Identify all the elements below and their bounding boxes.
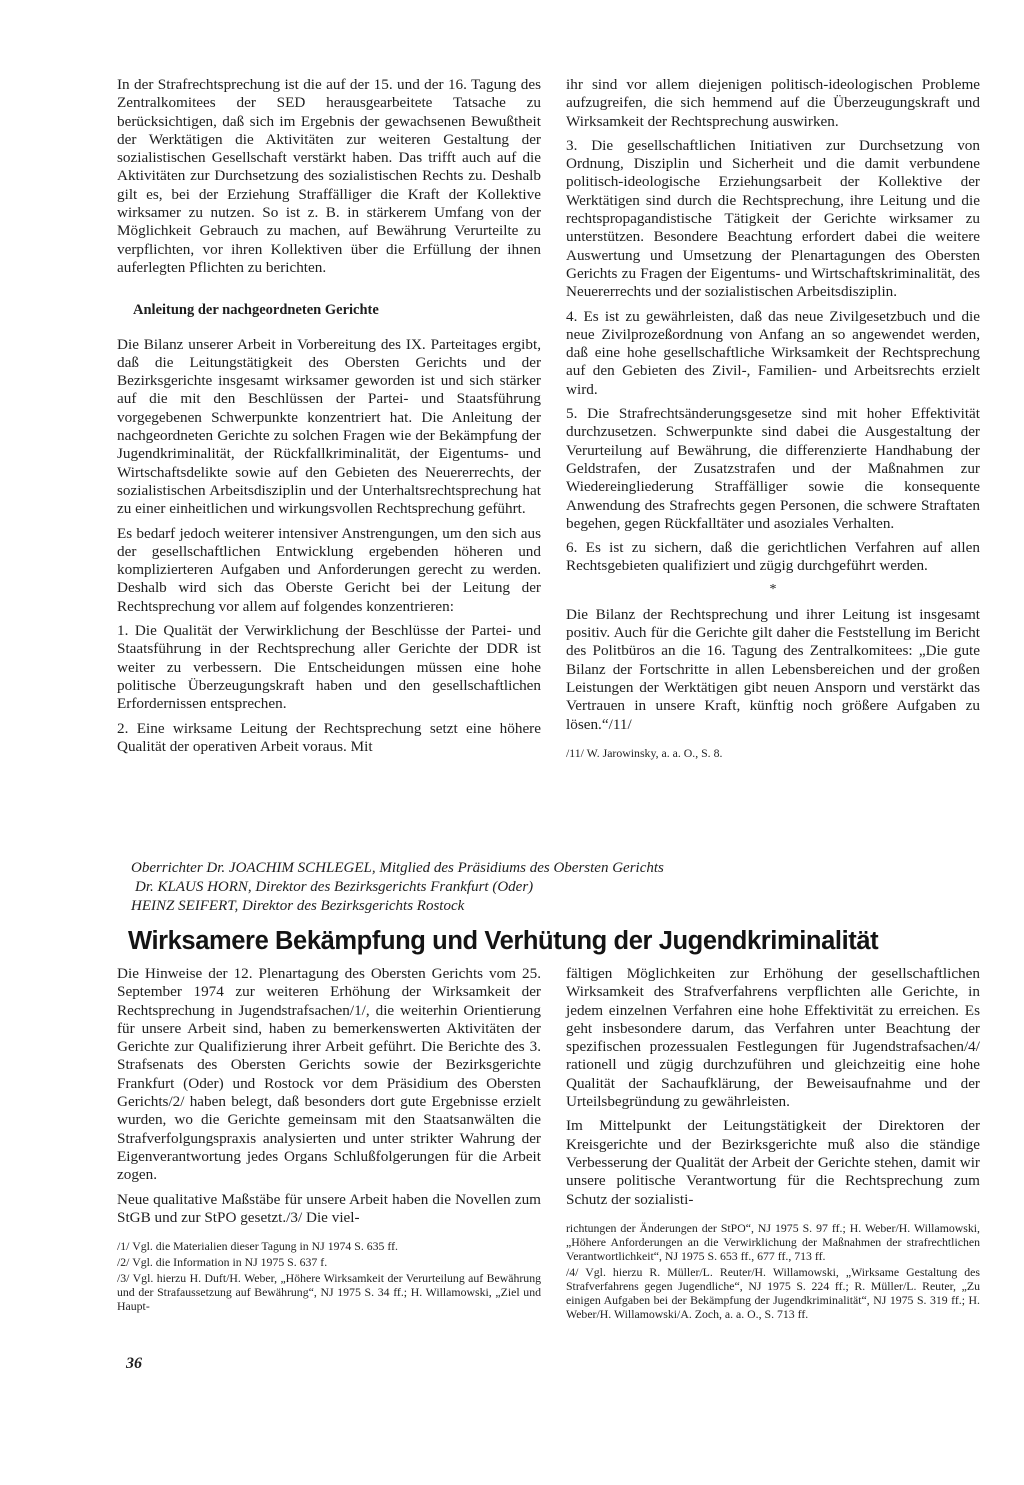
- paragraph: Die Bilanz unserer Arbeit in Vorbereitung des IX. Parteitages ergibt, daß die Leitungstätigkeit des Obersten Gerichts und der Bezirksgerichte insgesamt wirksamer geworden ist und sich stärker auf die mit den Beschlüssen der Partei- und Staatsführung vorgegebenen Schwerpunkte konzentriert hat. Die Anleitung der nachgeordneten Gerichte zu solchen Fragen wie der Bekämpfung der Jugendkriminalität, der Rückfallkriminalität, der Eigentums- und Wirtschaftsdelikte sowie auf den Gebieten des Neuererrechts, der sozialistischen Arbeitsdisziplin und der Unterhaltsrechtsprechung hat zu einer einheitlichen und wirkungsvollen Rechtsprechung geführt.: [117, 335, 541, 518]
- footnote: /1/ Vgl. die Materialien dieser Tagung in NJ 1974 S. 635 ff.: [117, 1239, 398, 1254]
- paragraph: In der Strafrechtsprechung ist die auf der 15. und der 16. Tagung des Zentralkomitees der SED herausgearbeitete Tatsache zu berücksichtigen, daß sich im Ergebnis der gewachsenen Bewußtheit der Werktätigen die Aktivitäten zur weiteren Gestaltung der sozialistischen Gesellschaft verstärkt haben. Das trifft auch auf die Aktivitäten zur Durchsetzung des sozialistischen Rechts zu. Deshalb gilt es, bei der Erziehung Straffälliger die Kraft der Kollektive wirksamer zu nutzen. So ist z. B. in stärkerem Umfang von der Möglichkeit Gebrauch zu machen, auf Bewährung Verurteilte zu verpflichten, vor ihren Kollektiven über die Erfüllung der ihnen auferlegten Pflichten zu berichten.: [117, 76, 541, 276]
- paragraph: Neue qualitative Maßstäbe für unsere Arbeit haben die Novellen zum StGB und zur StPO gesetzt./3/ Die viel-: [117, 1190, 541, 1226]
- footnote: /4/ Vgl. hierzu R. Müller/L. Reuter/H. Willamowski, „Wirksame Gestaltung des Strafverfahrens gegen Jugendliche“, NJ 1975 S. 224 ff.; R. Müller/L. Reuter, „Zu einigen Aufgaben bei der Bekämpfung der Jugendkriminalität“, NJ 1975 S. 319 ff.; H. Weber/H. Willamowski/A. Zoch, a. a. O., S. 713 ff.: [566, 1264, 980, 1321]
- column-top-right: [566, 76, 980, 762]
- list-item: 4. Es ist zu gewährleisten, daß das neue Zivilgesetzbuch und die neue Zivilprozeßordnung von Anfang an so angewendet werden, daß eine hohe gesellschaftliche Wirksamkeit der Rechtsprechung auf den Gebieten des Zivil-, Familien- und Arbeitsrechts erzielt wird.: [566, 307, 980, 398]
- paragraph: fältigen Möglichkeiten zur Erhöhung der gesellschaftlichen Wirksamkeit des Strafverfahrens verpflichten alle Gerichte, in jedem einzelnen Verfahren eine hohe Effektivität zu erreichen. Es geht insbesondere darum, das Verfahren unter Beachtung der spezifischen prozessualen Festlegungen für Jugendstrafsachen/4/ rationell und zügig durchzuführen und gleichzeitig eine hohe Qualität der Sachaufklärung, der Beweisaufnahme und der Urteilsbegründung zu gewährleisten.: [566, 965, 980, 1111]
- footnote: richtungen der Änderungen der StPO“, NJ 1975 S. 97 ff.; H. Weber/H. Willamowski, „Höhere Anforderungen an die Verwirklichung der Maßnahmen der strafrechtlichen Verantwortlichkeit“, NJ 1975 S. 653 ff., 677 ff., 713 ff.: [566, 1220, 980, 1263]
- footnote: /11/ W. Jarowinsky, a. a. O., S. 8.: [566, 745, 723, 760]
- article-title: Wirksamere Bekämpfung und Verhütung der Jugendkriminalität: [128, 927, 879, 955]
- column-top-left: [117, 76, 541, 762]
- list-item: 3. Die gesellschaftlichen Initiativen zur Durchsetzung von Ordnung, Disziplin und Sicherheit und die damit verbundene politisch-ideologische Erziehungsarbeit der Kollektive der Werktätigen sind durch die Rechtsprechung, ihre Leitung und die rechtspropagandistische Tätigkeit der Gerichte wirksamer zu unterstützen. Besondere Beachtung erfordert dabei die weitere Auswertung und Umsetzung der Plenartagungen des Obersten Gerichts zu Fragen der Eigentums- und Wirtschaftskriminalität, des Neuererrechts und der sozialistischen Arbeitsdisziplin.: [566, 136, 980, 301]
- section-heading: Anleitung der nachgeordneten Gerichte: [133, 302, 379, 319]
- paragraph: Die Hinweise der 12. Plenartagung des Obersten Gerichts vom 25. September 1974 zur weiteren Erhöhung der Wirksamkeit der Rechtsprechung in Jugendstrafsachen/1/, die weiterhin Orientierung für unsere Arbeit sind, haben zu bemerkenswerten Aktivitäten der Gerichte zur Qualifizierung ihrer Arbeit geführt. Die Berichte des 3. Strafsenats des Obersten Gerichts sowie der Bezirksgerichte Frankfurt (Oder) und Rostock vor dem Präsidium des Obersten Gerichts/2/ haben belegt, daß besonders dort gute Ergebnisse erzielt wurden, wo die Gerichte gemeinsam mit den Staatsanwälten die Strafverfolgungspraxis analysierten und unter strikter Wahrung der Eigenverantwortung jedes Organs Schlußfolgerungen für die Arbeit zogen.: [117, 965, 541, 1184]
- list-item: 1. Die Qualität der Verwirklichung der Beschlüsse der Partei- und Staatsführung in der Rechtsprechung aller Gerichte der DDR ist weiter zu verbessern. Die Entscheidungen müssen eine hohe politische Überzeugungskraft haben und den gesellschaftlichen Erfordernissen entsprechen.: [117, 622, 541, 713]
- footnote: /2/ Vgl. die Information in NJ 1975 S. 637 f.: [117, 1255, 328, 1270]
- paragraph: Im Mittelpunkt der Leitungstätigkeit der Direktoren der Kreisgerichte und der Bezirksgerichte muß also die ständige Verbesserung der Qualität der Arbeit der Gerichte stehen, damit wir unsere politische Verantwortung für die Rechtsprechung zum Schutz der sozialisti-: [566, 1117, 980, 1208]
- footnote: /3/ Vgl. hierzu H. Duft/H. Weber, „Höhere Wirksamkeit der Verurteilung auf Bewährung und der Strafaussetzung auf Bewährung“, NJ 1975 S. 34 ff.; H. Willamowski, „Ziel und Haupt-: [117, 1271, 541, 1314]
- author-line: Oberrichter Dr. JOACHIM SCHLEGEL, Mitglied des Präsidiums des Obersten Gerichts: [131, 860, 664, 876]
- page-number: 36: [126, 1355, 142, 1372]
- list-item: 6. Es ist zu sichern, daß die gerichtlichen Verfahren auf allen Rechtsgebieten qualifiziert und zügig durchgeführt werden.: [566, 539, 980, 575]
- author-line: Dr. KLAUS HORN, Direktor des Bezirksgerichts Frankfurt (Oder): [135, 879, 534, 895]
- list-item: 2. Eine wirksame Leitung der Rechtsprechung setzt eine höhere Qualität der operativen Arbeit voraus. Mit: [117, 719, 541, 755]
- section-separator: *: [769, 581, 777, 597]
- paragraph: Die Bilanz der Rechtsprechung und ihrer Leitung ist insgesamt positiv. Auch für die Gerichte gilt daher die Feststellung im Bericht des Politbüros an die 16. Tagung des Zentralkomitees: „Die gute Bilanz der Fortschritte in allen Lebensbereichen und der großen Leistungen der Werktätigen gibt neuen Ansporn und verstärkt das Vertrauen in unsere Kraft, künftig noch größere Aufgaben zu lösen.“/11/: [566, 605, 980, 733]
- column-bottom-left: [117, 965, 541, 1315]
- paragraph: ihr sind vor allem diejenigen politisch-ideologischen Probleme aufzugreifen, die sich hemmend auf die Überzeugungskraft und Wirksamkeit der Rechtsprechung auswirken.: [566, 76, 980, 130]
- list-item: 5. Die Strafrechtsänderungsgesetze sind mit hoher Effektivität durchzusetzen. Schwerpunkte sind dabei die Ausgestaltung der Verurteilung auf Bewährung, die differenzierte Handhabung der Geldstrafen, der Zusatzstrafen und der Maßnahmen zur Wiedereingliederung Straffälliger sowie die konsequente Anwendung des Strafrechts gegen Personen, die schwere Straftaten begehen, gegen Rückfalltäter und asoziales Verhalten.: [566, 405, 980, 532]
- paragraph: Es bedarf jedoch weiterer intensiver Anstrengungen, um den sich aus der gesellschaftlichen Entwicklung ergebenden höheren und komplizierteren Aufgaben und Anforderungen gerecht zu werden. Deshalb wird sich das Oberste Gericht bei der Leitung der Rechtsprechung vor allem auf folgendes konzentrieren:: [117, 524, 541, 615]
- column-bottom-right: [566, 965, 980, 1323]
- author-block: [131, 859, 831, 916]
- author-line: HEINZ SEIFERT, Direktor des Bezirksgerichts Rostock: [131, 898, 465, 914]
